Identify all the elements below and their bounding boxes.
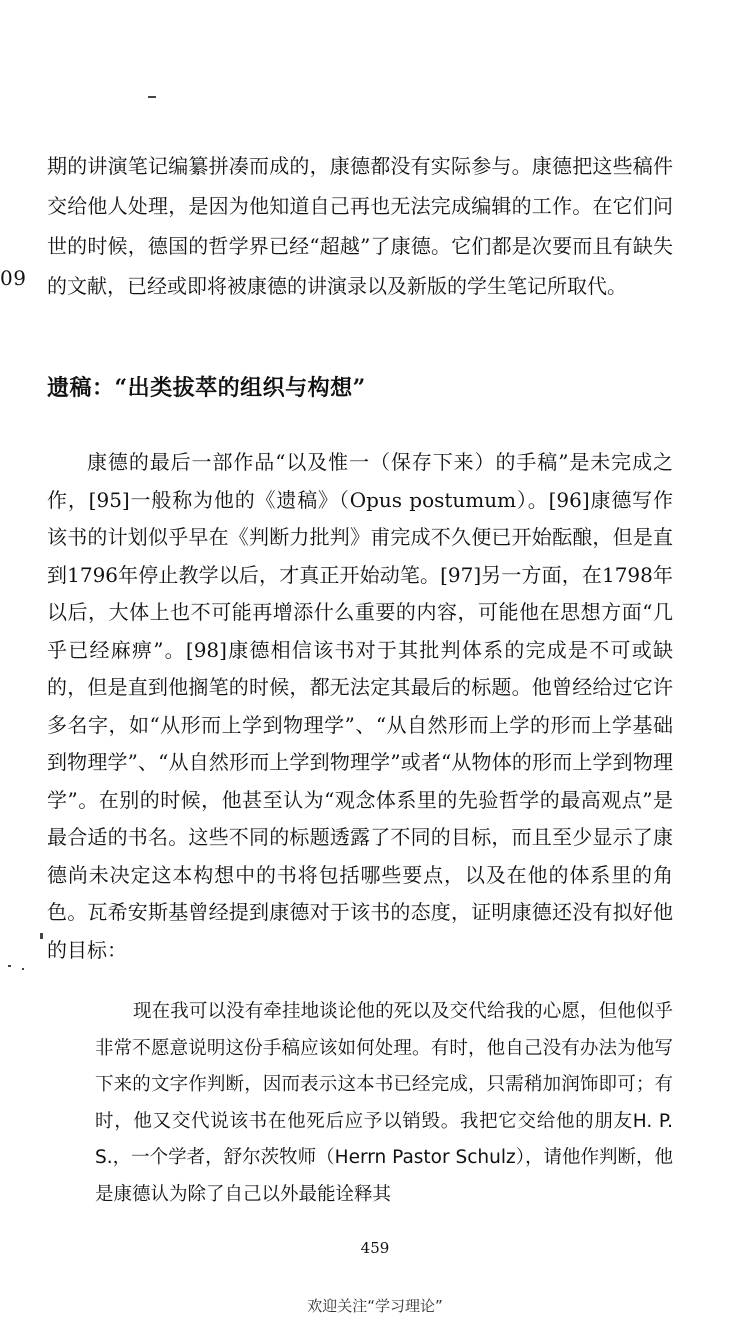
scan-speck <box>8 965 11 967</box>
scan-speck <box>148 96 156 98</box>
scan-speck <box>40 933 43 939</box>
margin-page-marker: 09 <box>0 266 27 290</box>
paragraph-continuation: 期的讲演笔记编纂拼凑而成的，康德都没有实际参与。康德把这些稿件交给他人处理，是因为他知道自己再也无法完成编辑的工作。在它们问世的时候，德国的哲学界已经“超越”了康德。它们都是次要而且有缺失的文献，已经或即将被康德的讲演录以及新版的学生笔记所取代。 <box>47 154 673 298</box>
page-number: 459 <box>360 1239 390 1257</box>
block-quote: 现在我可以没有牵挂地谈论他的死以及交代给我的心愿，但他似乎非常不愿意说明这份手稿应该如何处理。有时，他自己没有办法为他写下来的文字作判断，因而表示这本书已经完成，只需稍加润饰即可；有时，他又交代说该书在他死后应予以销毁。我把它交给他的朋友H. P. S.，一个学者，舒尔茨牧师（Herrn Pastor Schulz），请他作判断，他是康德认为除了自己以外最能诠释其 <box>95 1001 673 1205</box>
footer-note: 欢迎关注“学习理论” <box>307 1297 443 1315</box>
section-heading: 遗稿：“出类拔萃的组织与构想” <box>47 375 366 401</box>
paragraph-opus-postumum: 康德的最后一部作品“以及惟一（保存下来）的手稿”是未完成之作，[95]一般称为他的《遗稿》（Opus postumum）。[96]康德写作该书的计划似乎早在《判断力批判》甫完成不久便已开始酝酿，但是直到1796年停止教学以后，才真正开始动笔。[97]另一方面，在1798年以后，大体上也不可能再增添什么重要的内容，可能他在思想方面“几乎已经麻痹”。[98]康德相信该书对于其批判体系的完成是不可或缺的，但是直到他搁笔的时候，都无法定其最后的标题。他曾经给过它许多名字，如“从形而上学到物理学”、“从自然形而上学的形而上学基础到物理学”、“从自然形而上学到物理学”或者“从物体的形而上学到物理学”。在别的时候，他甚至认为“观念体系里的先验哲学的最高观点”是最合适的书名。这些不同的标题透露了不同的目标，而且至少显示了康德尚未决定这本构想中的书将包括哪些要点，以及在他的体系里的角色。瓦希安斯基曾经提到康德对于该书的态度，证明康德还没有拟好他的目标： <box>47 450 673 962</box>
scan-speck <box>22 968 24 970</box>
